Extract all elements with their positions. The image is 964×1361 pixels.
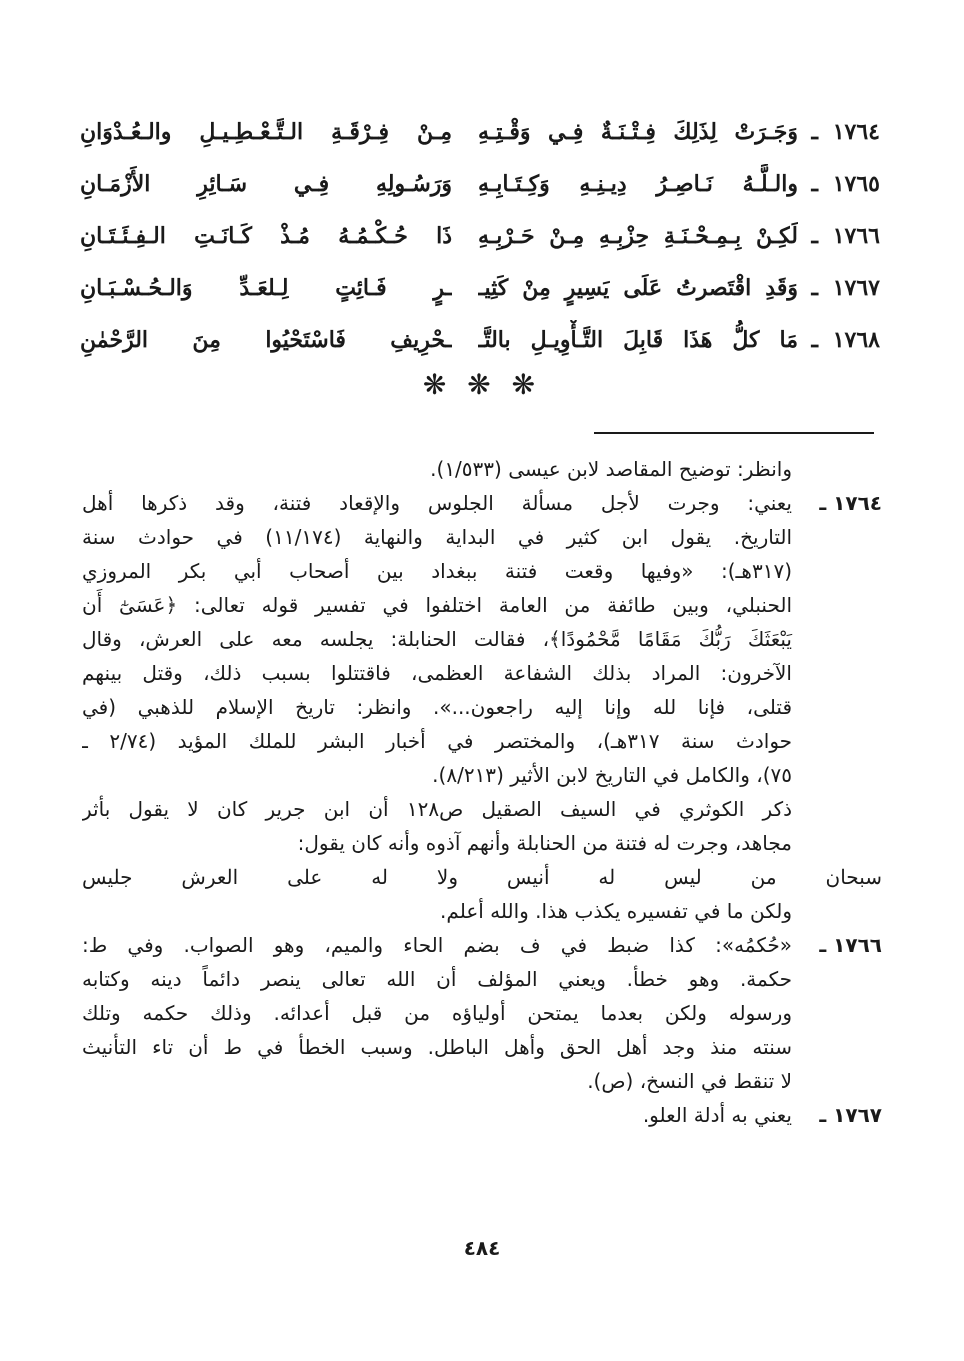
page-number: ٤٨٤ [463,1236,501,1260]
verse-number: ١٧٦٨ [832,327,880,353]
verse-first-hemistich: لَكِـنْ بِـمِـحْـنَـةِ حِزْبِـهِ مِـنْ حَـرْبِـهِ [478,223,798,249]
verse-number: ١٧٦٥ [832,171,880,197]
footnote-text: «حُكمُه»: كذا ضبط في ف بضم الحاء والميم، وهو الصواب. وفي ط: [82,933,792,957]
verse-first-hemistich: وَجَـرَتْ لِذَلِكَ فِـتْـنَـةٌ فِـي وَقْـتِـهِ [478,119,798,145]
footnote-line: سنته منذ وجد أهل الحق وأهل الباطل. وسبب الخطأ في ط أن تاء التأنيث [82,1035,792,1059]
verse-1767 [80,268,880,320]
footnote-1767-line [82,1098,882,1132]
footnote-line: ٧٥)، والكامل في التاريخ لابن الأثير (٨/٢١٣). [432,763,792,787]
footnote-line: لا تنقط في النسخ، (ص). [587,1069,792,1093]
verse-first-hemistich: والـلَّـهُ نَـاصِـرُ دِيـنِـهِ وَكِـتَـابِـهِ [478,171,798,197]
footnote-line: الآخرون: المراد بذلك الشفاعة العظمى، فاقتتلوا بسبب ذلك، وقتل بينهم [82,661,792,685]
verse-1768 [80,320,880,372]
footnote-line: الحنبلي، وبين طائفة من العامة اختلفوا في تفسير قوله تعالى: ﴿عَسَىٰٓ أَن [82,593,792,617]
footnote-line: التاريخ. يقول ابن كثير في البداية والنهاية (١١/١٧٤) في حوادث سنة [82,525,793,549]
verse-first-hemistich: مَا كلُّ هَذَا قَابِلَ التَّـأْوِيـلِ بالتَّـ [478,327,798,353]
verse-second-hemistich: ـرٍ فَـائِتٍ لِـلعَـدِّ وَالـحُـسْـبَـانِ [80,275,452,301]
footnote-line: وانظر: توضيح المقاصد لابن عيسى (١/٥٣٣). [430,457,792,481]
verse-1765 [80,164,880,216]
verse-dash: ـ [811,223,818,249]
quoted-verse-line: سبحان من ليس له أنيس ولا له على العرش جليس [82,865,882,889]
verse-dash: ـ [811,119,818,145]
footnote-line: ورسوله ولكن بعدما يمتحن أولياؤه من قبل أعدائه. وذلك حكمه وتلك [82,1001,792,1025]
verse-second-hemistich: ـحْرِيفِ فَاسْتَحْيُوا مِنَ الرَّحْمٰنِ [80,327,452,353]
footnote-1764-line [82,486,882,520]
verse-dash: ـ [811,327,818,353]
footnote-line: حكمة. وهو خطأ. ويعني المؤلف أن الله تعالى ينصر دائماً دينه وكتابه [82,967,792,991]
verse-second-hemistich: مِـنْ فِـرْقَـةِ الـتَّـعْـطِـيـلِ والـعُـدْوَانِ [80,119,452,145]
footnote-rule [594,432,874,434]
footnote-line: ولكن ما في تفسيره يكذب هذا. والله أعلم. [440,899,792,923]
footnote-text: يعني: وجرت لأجل مسألة الجلوس والإقعاد فتنة، وقد ذكرها أهل [82,491,792,515]
footnotes [82,452,882,1132]
verse-dash: ـ [811,275,818,301]
footnote-number: ١٧٦٤ ـ [819,491,882,515]
footnote-line: حوادث سنة ٣١٧هـ)، والمختصر في أخبار البشر للملك المؤيد (٢/٧٤ ـ [82,729,793,753]
footnote-1766-line [82,928,882,962]
verse-number: ١٧٦٧ [832,275,880,301]
footnote-text: يعني به أدلة العلو. [642,1103,792,1127]
footnote-line: ذكر الكوثري في السيف الصقيل ص١٢٨ أن ابن جرير كان لا يقول بأثر [82,797,792,821]
verse-number: ١٧٦٦ [832,223,880,249]
verse-dash: ـ [811,171,818,197]
footnote-line: قتلى، فإنا لله وإنا إليه راجعون...». وانظر: تاريخ الإسلام للذهبي (في [82,695,792,719]
footnote-number: ١٧٦٦ ـ [819,933,882,957]
verse-number: ١٧٦٤ [832,119,880,145]
footnote-number: ١٧٦٧ ـ [819,1103,882,1127]
section-separator-stars: ❋ ❋ ❋ [422,368,542,401]
verse-second-hemistich: وَرَسُـولِهِ فِـي سَـائِرِ الأَزْمَـانِ [80,171,452,197]
verse-1764 [80,112,880,164]
verse-1766 [80,216,880,268]
verse-first-hemistich: وَقَدِ اقْتَصرتُ عَلَى يَسِيرٍ مِنْ كَثِيـ [478,275,798,301]
verse-second-hemistich: ذَا حُـكْـمُـهُ مُـذْ كَـانَـتِ الـفِـئَـتَـانِ [80,223,452,249]
footnote-line: مجاهد، وجرت له فتنة من الحنابلة وأنهم آذوه وأنه كان يقول: [297,831,792,855]
footnote-line: (٣١٧هـ): «وفيها وقعت فتنة ببغداد بين أصحاب أبي بكر المروزي [82,559,792,583]
footnote-line: يَبْعَثَكَ رَبُّكَ مَقَامًا مَّحْمُودًا﴾، فقالت الحنابلة: يجلسه معه على العرش، وقال [82,627,792,651]
poem-block [80,112,880,372]
